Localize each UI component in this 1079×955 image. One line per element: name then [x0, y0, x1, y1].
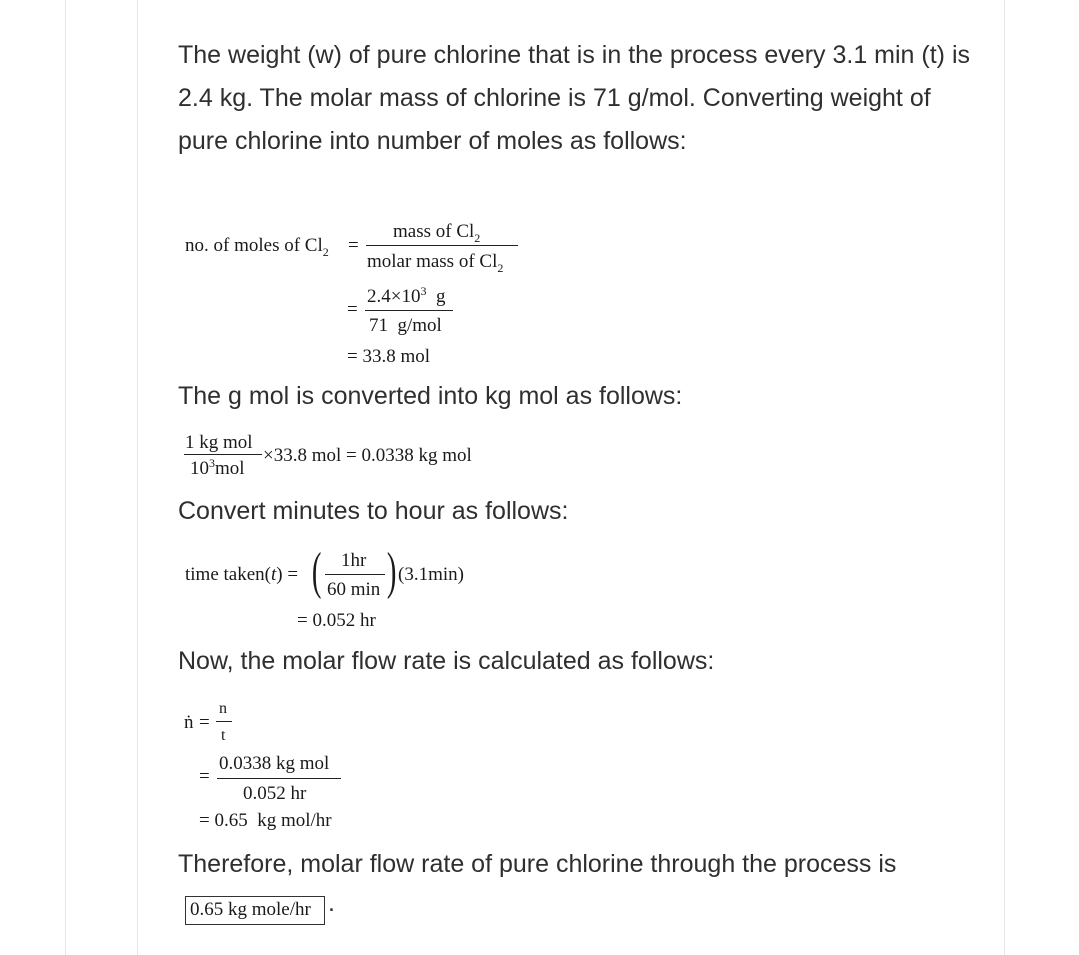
- time-numerator: 1hr: [341, 550, 367, 571]
- moles-numerator-2: $2.4\times 10^3$ g: [367, 284, 446, 307]
- moles-lhs: no. of moles of $Cl_2$: [185, 235, 329, 259]
- answer-period: .: [328, 889, 335, 917]
- kgmol-fraction-bar: [184, 454, 262, 455]
- left-guide-line: [65, 0, 66, 955]
- flow-result: = 0.65 kg mol/hr: [199, 810, 332, 831]
- moles-fraction-bar-2: [365, 310, 453, 311]
- moles-fraction-bar: [366, 245, 518, 246]
- moles-result: = 33.8 mol: [347, 346, 431, 367]
- flow-lhs: ṅ: [184, 712, 194, 733]
- moles-denominator: molar mass of $Cl_2$: [367, 251, 504, 275]
- flow-denominator-t: t: [221, 727, 226, 744]
- flow-numerator-n: n: [219, 700, 227, 717]
- flow-fraction-bar: [216, 721, 232, 722]
- moles-equals-2: =: [347, 299, 358, 320]
- flow-fraction-bar-2: [217, 778, 341, 779]
- gmol-paragraph: The g mol is converted into kg mol as follows:: [178, 382, 683, 410]
- time-close-paren: ): [386, 543, 397, 600]
- kgmol-rest: ×33.8 mol = 0.0338 kg mol: [263, 445, 472, 466]
- time-paragraph: Convert minutes to hour as follows:: [178, 497, 569, 525]
- time-open-paren: (: [311, 543, 322, 600]
- flow-equals-2: =: [199, 766, 210, 787]
- moles-equals: =: [348, 235, 359, 256]
- answer-value: 0.65 kg mole/hr: [190, 899, 311, 920]
- time-denominator: 60 min: [327, 579, 381, 600]
- content-left-border: [137, 0, 138, 955]
- moles-numerator: mass of $Cl_2$: [393, 221, 481, 245]
- flow-paragraph: Now, the molar flow rate is calculated as follows:: [178, 647, 715, 675]
- time-factor: (3.1min): [398, 564, 464, 585]
- conclusion-paragraph: Therefore, molar flow rate of pure chlorine through the process is: [178, 850, 897, 878]
- intro-paragraph: The weight (w) of pure chlorine that is in the process every 3.1 min (t) is 2.4 kg. The molar mass of chlorine is 71 g/mol. Converting weight of pure chlorine into number of moles as follows:: [178, 41, 970, 155]
- content-right-border: [1004, 0, 1005, 955]
- kgmol-denominator: $10^3mol$: [190, 456, 245, 479]
- flow-equals: =: [199, 712, 210, 733]
- kgmol-numerator: 1 kg mol: [185, 432, 253, 453]
- time-fraction-bar: [325, 574, 385, 575]
- flow-numerator-2: 0.0338 kg mol: [219, 753, 330, 774]
- time-result: = 0.052 hr: [297, 610, 376, 631]
- moles-denominator-2: 71 g/mol: [369, 315, 442, 336]
- flow-denominator-2: 0.052 hr: [243, 783, 307, 804]
- time-lhs: time taken(t) =: [185, 564, 299, 585]
